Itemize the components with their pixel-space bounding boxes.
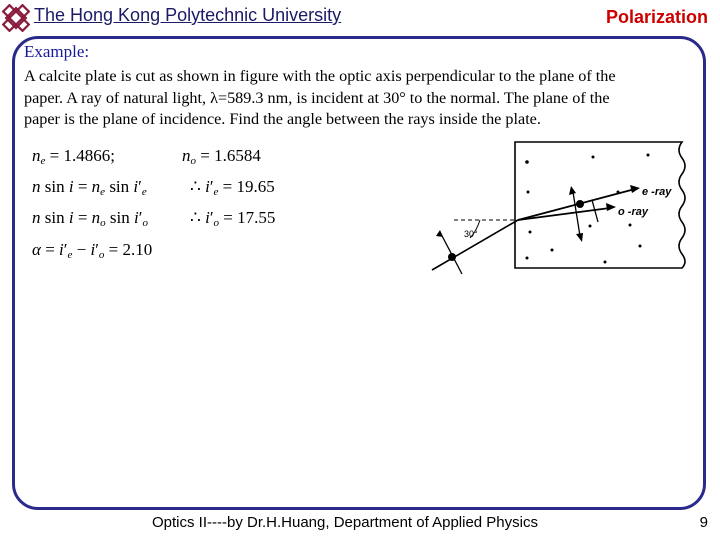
problem-line: paper is the plane of incidence. Find the angle between the rays inside the plate. <box>24 110 541 128</box>
incident-ray <box>432 220 518 270</box>
ie-value: = 19.65 <box>222 177 275 196</box>
university-logo-icon <box>2 4 30 32</box>
equation-ne: $n_e = 1.4866$; <box>32 146 115 167</box>
footer-credit: Optics II----by Dr.H.Huang, Department of Applied Physics <box>152 514 538 531</box>
o-ray-label: o -ray <box>618 206 648 218</box>
problem-statement <box>24 66 694 131</box>
equation-snell-e: n $\sin i = n_e$ $\sin i'_e$ <box>32 177 147 198</box>
calcite-plate <box>515 142 685 268</box>
example-title: Example: <box>24 42 90 61</box>
no-value: = 1.6584 <box>200 146 261 165</box>
alpha-value: = 2.10 <box>108 240 153 259</box>
equation-no: $n_o = 1.6584$ <box>182 146 261 167</box>
problem-line: paper. A ray of natural light, λ=589.3 nm, is incident at 30° to the normal. The plane of the <box>24 88 610 107</box>
university-name: The Hong Kong Polytechnic University <box>34 5 342 25</box>
equation-ie: ∴ $i'_e = 19.65$ <box>190 177 275 198</box>
equation-alpha: $\alpha = i'_e - i'_o = 2.10$ <box>32 240 153 261</box>
io-value: = 17.55 <box>223 208 276 227</box>
calcite-plate-figure <box>430 140 690 275</box>
equation-snell-o: n $\sin i = n_o$ $\sin i'_o$ <box>32 208 148 229</box>
ne-value: = 1.4866; <box>49 146 115 165</box>
e-ray-label: e -ray <box>642 186 672 198</box>
page-number: 9 <box>699 514 708 531</box>
problem-line: A calcite plate is cut as shown in figure with the optic axis perpendicular to the plane of the <box>24 67 616 85</box>
slide-topic: Polarization <box>605 7 708 27</box>
angle-label: 30° <box>464 229 478 239</box>
equation-io: ∴ $i'_o = 17.55$ <box>190 208 276 229</box>
